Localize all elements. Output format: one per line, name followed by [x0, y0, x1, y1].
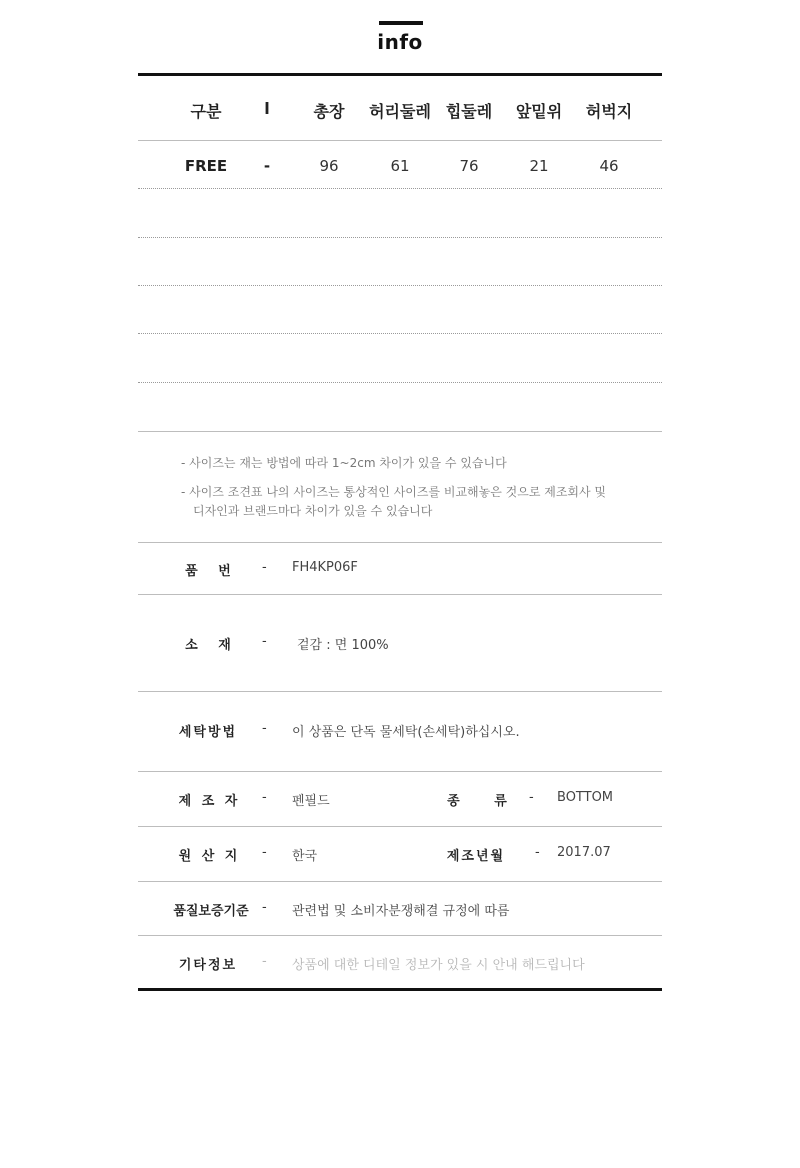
title-bar: [379, 21, 423, 25]
info-row-divider: [138, 771, 662, 772]
info-bottom-rule: [138, 988, 662, 991]
made-date-label: 제조년월: [446, 849, 506, 864]
col-header-category: 구분: [190, 102, 222, 121]
maker-dash: -: [262, 790, 267, 805]
made-date-dash: -: [535, 845, 540, 860]
table-row-divider: [138, 382, 662, 383]
material-dash: -: [262, 634, 267, 649]
warranty-value: 관련법 및 소비자분쟁해결 규정에 따름: [292, 904, 510, 919]
col-header-total-length: 총장: [313, 102, 345, 121]
etc-label: 기타정보: [178, 958, 238, 973]
table-cell-front-rise: 21: [529, 157, 549, 175]
origin-label: 원 산 지: [178, 849, 238, 864]
product-no-value: FH4KP06F: [292, 560, 358, 575]
origin-dash: -: [262, 845, 267, 860]
table-row-divider: [138, 333, 662, 334]
type-dash: -: [529, 790, 534, 805]
table-cell-thigh: 46: [599, 157, 619, 175]
info-row-divider: [138, 881, 662, 882]
wash-label: 세탁방법: [178, 725, 238, 740]
warranty-label: 품질보증기준: [173, 904, 249, 919]
info-row-divider: [138, 594, 662, 595]
etc-dash: -: [262, 954, 267, 969]
warranty-dash: -: [262, 900, 267, 915]
size-note-2-cont: 디자인과 브랜드마다 차이가 있을 수 있습니다: [193, 504, 433, 518]
size-note-2: - 사이즈 조견표 나의 사이즈는 통상적인 사이즈를 비교해놓은 것으로 제조회사 및: [181, 485, 607, 499]
wash-value: 이 상품은 단독 물세탁(손세탁)하십시오.: [292, 725, 520, 740]
table-row-divider: [138, 285, 662, 286]
col-header-front-rise: 앞밑위: [515, 102, 563, 121]
info-row-divider: [138, 691, 662, 692]
col-header-waist: 허리둘레: [369, 102, 431, 121]
made-date-value: 2017.07: [557, 845, 611, 860]
material-value: 겉감 : 면 100%: [297, 638, 389, 653]
table-row-divider: [138, 188, 662, 189]
wash-dash: -: [262, 721, 267, 736]
info-top-rule: [138, 542, 662, 543]
origin-value: 한국: [292, 849, 318, 864]
etc-value: 상품에 대한 디테일 정보가 있을 시 안내 해드립니다: [292, 958, 585, 973]
col-header-divider: l: [264, 99, 270, 118]
table-cell-dash: -: [263, 157, 271, 175]
header-divider: [138, 140, 662, 141]
table-row-divider: [138, 237, 662, 238]
col-header-thigh: 허벅지: [585, 102, 633, 121]
material-label: 소 재: [185, 638, 231, 653]
table-top-rule: [138, 73, 662, 76]
info-row-divider: [138, 935, 662, 936]
table-cell-waist: 61: [390, 157, 410, 175]
maker-value: 펜필드: [292, 794, 330, 809]
type-label: 종 류: [447, 794, 507, 809]
product-no-dash: -: [262, 560, 267, 575]
product-no-label: 품 번: [185, 564, 231, 579]
page-title: info: [377, 30, 423, 54]
type-value: BOTTOM: [557, 790, 614, 805]
size-note-1: - 사이즈는 재는 방법에 따라 1~2cm 차이가 있을 수 있습니다: [181, 456, 507, 470]
table-cell-hip: 76: [459, 157, 479, 175]
col-header-hip: 힙둘레: [445, 102, 493, 121]
maker-label: 제 조 자: [178, 794, 238, 809]
table-bottom-rule: [138, 431, 662, 432]
info-row-divider: [138, 826, 662, 827]
table-cell-total-length: 96: [319, 157, 339, 175]
table-cell-size: FREE: [184, 157, 228, 175]
